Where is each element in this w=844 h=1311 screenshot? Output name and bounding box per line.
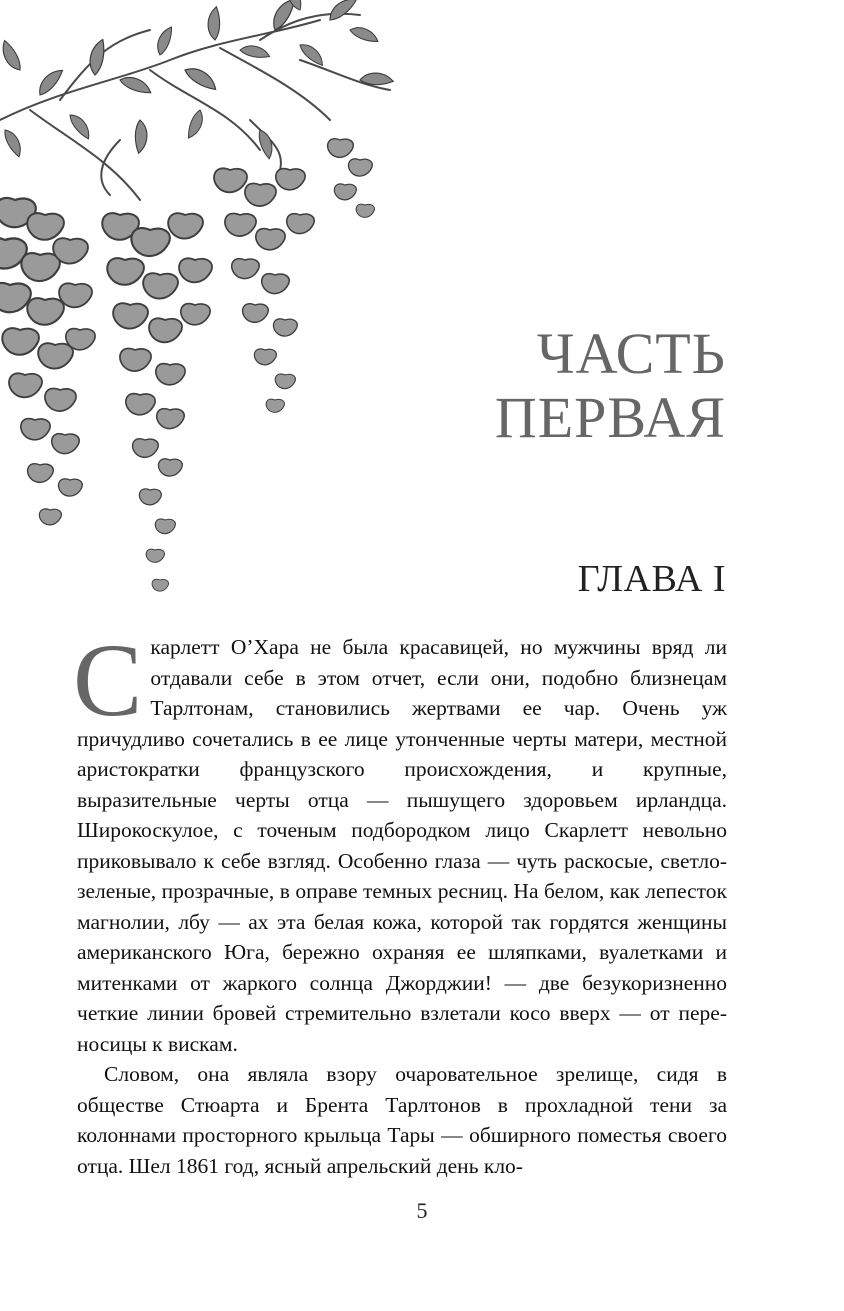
paragraph-1 [73, 623, 727, 1059]
drop-cap: С [73, 623, 143, 738]
part-title [495, 322, 726, 450]
body-text [73, 623, 727, 1181]
part-title-line2: ПЕРВАЯ [494, 385, 726, 450]
paragraph-1-text: карлетт О’Хара не была красавицей, но мужчины вряд ли отдавали себе в этом отчет, если они, подобно близнецам Тарлтонам, становились жертвами ее чар. Очень уж причудливо сочетались в ее лице утонченные черты матери, местной аристократки французского происхождения, и крупные, выразительные черты отца — пышущего здоровьем ирландца. Широкоскулое, с точеным подбородком лицо Скарлетт невольно приковывало к себе взгляд. Особенно глаза — чуть раскосые, светло-зеленые, прозрачные, в оправе темных ресниц. На белом, как лепесток магнолии, лбу — ах эта белая кожа, которой так гордятся женщины американского Юга, бережно охраняя ее шляпками, вуалетками и митенками от жаркого солнца Джорджии! — две безукоризненно четкие линии бровей стремительно взлетали косо вверх — от переносицы к вискам. [77, 635, 727, 1056]
page-number: 5 [416, 1198, 428, 1223]
wisteria-illustration [0, 0, 420, 620]
chapter-title: ГЛАВА I [577, 558, 726, 600]
paragraph-2: Словом, она являла взору очаровательное зрелище, сидя в обществе Стюарта и Брента Тарлтонов в прохладной тени за колоннами просторного крыльца Тары — обширного поместья своего отца. Шел 1861 год, ясный апрельский день кло- [77, 1062, 727, 1178]
part-title-line1: ЧАСТЬ [536, 321, 726, 386]
